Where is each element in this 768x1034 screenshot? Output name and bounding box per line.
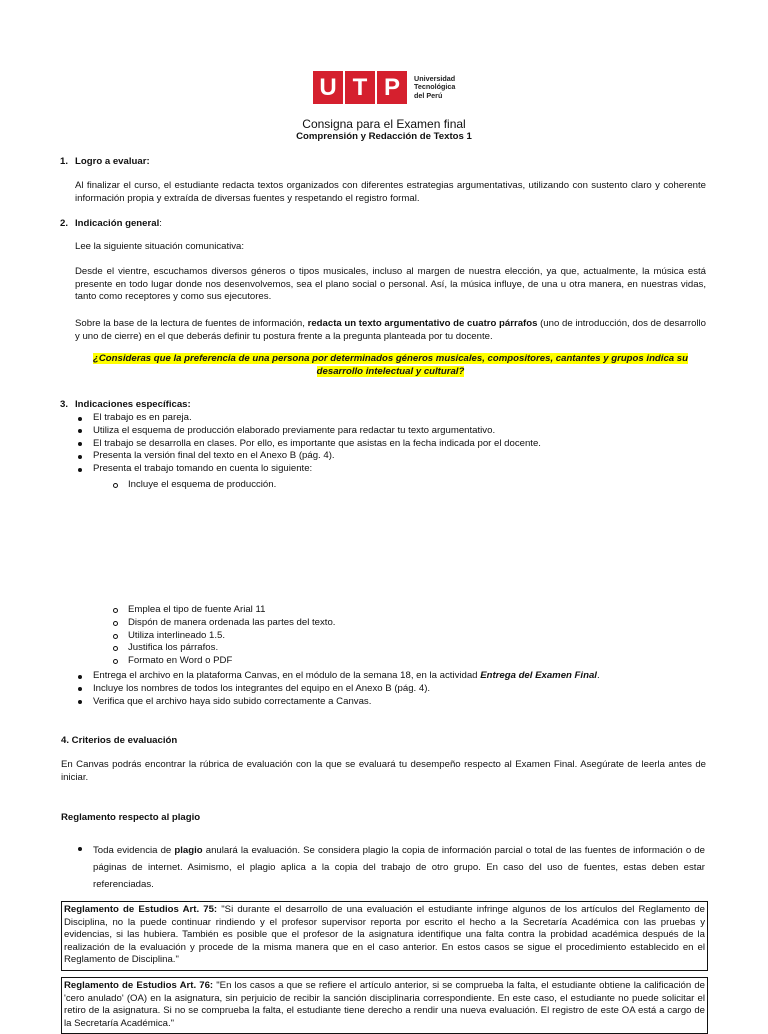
guiding-question: ¿Consideras que la preferencia de una persona por determinados géneros musicales, compositores, cantantes y grupos indica su desarrollo intelectual y cultural?	[93, 353, 688, 377]
list-item: Dispón de manera ordenada las partes del texto.	[128, 616, 336, 628]
plagiarism-heading: Reglamento respecto al plagio	[61, 812, 201, 823]
section-2-heading: Indicación general:	[75, 218, 162, 229]
list-item: Emplea el tipo de fuente Arial 11	[128, 604, 335, 617]
logo-letter-t: T	[345, 71, 375, 104]
article-75-box: Reglamento de Estudios Art. 75: "Si durante el desarrollo de una evaluación el estudiante infringe algunos de los artículos del Reglamento de Disciplina, no la puede continuar rindiendo y el profesor supervisor reporta por escrito el hecho a la Secretaría Académica con las pruebas y evidencias, si las hubiera. También es posible que el profesor de la asignatura identifique una falta contra la probidad académica después de la realización de la evaluación y procede de la misma manera que en el caso anterior. En estos casos se sigue el procedimiento establecido en el Reglamento de Disciplina."	[61, 901, 708, 971]
section-1-number: 1.	[60, 156, 69, 167]
task-text: Sobre la base de la lectura de fuentes de información, redacta un texto argumentativo de cuatro párrafos (uno de introducción, dos de desarrollo y uno de cierre) en el que deberás definir tu postura frente a la pregunta planteada por tu docente.	[75, 318, 707, 342]
section-1-heading: Logro a evaluar:	[75, 156, 150, 167]
section-4-text: En Canvas podrás encontrar la rúbrica de evaluación con la que se evaluará tu desempeño respecto al Examen Final. Asegúrate de leerla antes de iniciar.	[61, 759, 706, 783]
section-4-heading: 4. Criterios de evaluación	[61, 735, 178, 746]
list-item: Entrega el archivo en la plataforma Canvas, en el módulo de la semana 18, en la actividad Entrega del Examen Final.	[93, 670, 600, 681]
list-item: Incluye los nombres de todos los integrantes del equipo en el Anexo B (pág. 4).	[93, 683, 600, 696]
list-item: Verifica que el archivo haya sido subido correctamente a Canvas.	[93, 696, 600, 709]
logo-letter-p: P	[377, 71, 407, 104]
list-item: Formato en Word o PDF	[128, 655, 335, 668]
list-item: Presenta el trabajo tomando en cuenta lo siguiente:	[93, 463, 541, 476]
utp-logo	[313, 71, 455, 104]
logo-university-name: Universidad Tecnológica del Perú	[414, 73, 456, 100]
section-2-number: 2.	[60, 218, 69, 229]
situation-text: Desde el vientre, escuchamos diversos géneros o tipos musicales, incluso al margen de nuestra elección, ya que, actualmente, la música está presente en todo lugar donde nos desenvolvemos, sea el plano social o personal. Así, la música influye, de una u otra manera, en nuestras vidas, tanto como receptores y como sus ejecutores.	[75, 266, 706, 302]
section-3-number: 3.	[60, 399, 69, 410]
section-1-text: Al finalizar el curso, el estudiante redacta textos organizados con diferentes estrategias argumentativas, utilizando con sustento claro y coherente información propia y extraída de diversas fuentes y respetando el registro formal.	[75, 180, 706, 204]
list-item: Incluye el esquema de producción.	[128, 479, 277, 490]
plagiarism-list	[93, 842, 705, 893]
document-title: Consigna para el Examen final	[302, 117, 466, 131]
situation-intro: Lee la siguiente situación comunicativa:	[75, 241, 245, 252]
section-3-heading: Indicaciones específicas:	[75, 399, 191, 410]
sub-list-a	[128, 479, 276, 492]
logo-letter-u: U	[313, 71, 343, 104]
specific-instructions-list	[93, 412, 541, 476]
list-item: Presenta la versión final del texto en el Anexo B (pág. 4).	[93, 450, 541, 463]
list-item: El trabajo es en pareja.	[93, 412, 541, 425]
list-item: Toda evidencia de plagio anulará la evaluación. Se considera plagio la copia de información parcial o total de las fuentes de información o de páginas de internet. Asimismo, el plagio aplica a la copia del trabajo de otro grupo. En caso del uso de fuentes, estas deben estar referenciadas.	[93, 842, 705, 893]
list-item: Utiliza interlineado 1.5.	[128, 630, 335, 643]
sub-list-b	[128, 604, 335, 668]
article-76-box: Reglamento de Estudios Art. 76: "En los casos a que se refiere el artículo anterior, si se comprueba la falta, el estudiante obtiene la calificación de 'cero anulado' (OA) en la asignatura, sin perjuicio de recibir la sanción disciplinaria correspondiente. En este caso, el estudiante no puede solicitar el retiro de la asignatura. Si no se comprueba la falta, el estudiante tiene derecho a rendir una nueva evaluación. El registro de este OA está a cargo de la Secretaría Académica."	[61, 977, 708, 1034]
list-item: Justifica los párrafos.	[128, 642, 335, 655]
list-item: El trabajo se desarrolla en clases. Por ello, es importante que asistas en la fecha indicada por el docente.	[93, 437, 541, 449]
document-subtitle: Comprensión y Redacción de Textos 1	[296, 131, 472, 142]
list-item: Utiliza el esquema de producción elaborado previamente para redactar tu texto argumentativo.	[93, 425, 541, 438]
delivery-list	[93, 670, 600, 708]
